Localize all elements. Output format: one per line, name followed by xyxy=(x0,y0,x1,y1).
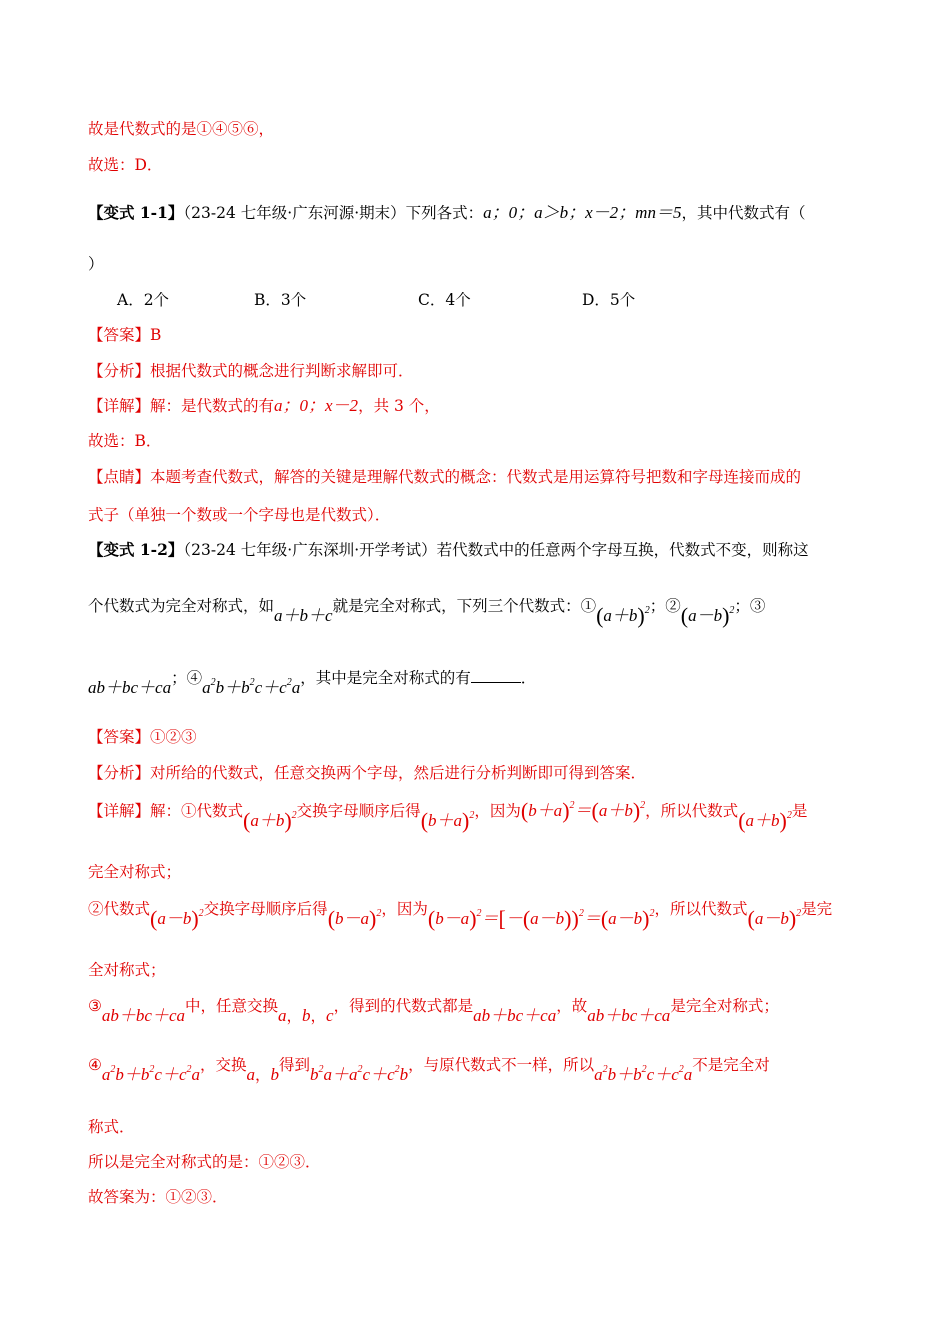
answer-blank[interactable] xyxy=(471,668,521,683)
detail-2-line-1 xyxy=(88,798,808,833)
detail-3-line-2: 全对称式； xyxy=(88,961,166,979)
d2-expr-1: $(a+b)^2$ xyxy=(243,808,297,833)
tip-1-line-1: 【点睛】本题考查代数式，解答的关键是理解代数式的概念：代数式是用运算符号把数和字母连接而成的 xyxy=(88,468,802,486)
d5-text-c: ，与原代数式不一样，所以 xyxy=(408,1056,595,1074)
d3-text-d: 是完 xyxy=(801,900,833,918)
variant-1-1-close: ） xyxy=(88,255,104,273)
v12-l2-text-c: ；② xyxy=(649,597,681,615)
d5-text-a: ，交换 xyxy=(200,1056,247,1074)
answer-1: 【答案】B xyxy=(88,326,162,344)
v12-l2-text-a: 个代数式为完全对称式，如 xyxy=(88,597,275,615)
v12-l3-text-a: ；④ xyxy=(171,669,203,687)
d4-var-a: a xyxy=(278,1006,287,1025)
detail-1-suffix: ，共 3 个， xyxy=(358,397,440,415)
d4-text-b: ，得到的代数式都是 xyxy=(333,997,474,1015)
analysis-2: 【分析】对所给的代数式，任意交换两个字母，然后进行分析判断即可得到答案． xyxy=(88,764,647,782)
d5-var-b: b xyxy=(270,1065,280,1084)
detail-1-prefix: 【详解】解：是代数式的有 xyxy=(88,397,275,415)
v12-expr-2: $(a-b)^2$ xyxy=(680,603,735,628)
d5-text-d: 不是完全对 xyxy=(692,1056,770,1074)
d4-prefix: ③ xyxy=(88,997,102,1015)
d3-expr-4: $(a-b)^2$ xyxy=(747,906,802,931)
analysis-1: 【分析】根据代数式的概念进行判断求解即可． xyxy=(88,362,414,380)
detail-5-line-1: $④a^2b+b^2c+c^2a$，交换a，b得到$b^2a+a^2c+c^2b$，与原代数式不一样，所以$a^2b+b^2c+c^2a$不是完全对 xyxy=(88,1056,770,1084)
variant-1-2-line-2 xyxy=(88,596,766,628)
d2-expr-4: $(a+b)^2$ xyxy=(738,808,792,833)
variant-1-1-question xyxy=(88,203,805,223)
v12-expr-1: $(a+b)^2$ xyxy=(596,603,650,628)
d3-expr-3: $(b-a)^2=[-(a-b))^2=(a-b)^2$ xyxy=(427,906,655,931)
option-a: A．2个 xyxy=(117,291,170,309)
d5-expr-3: $a^2b+b^2c+c^2a$ xyxy=(594,1064,693,1084)
option-d: D．5个 xyxy=(582,291,636,309)
variant-1-1-label: 【变式 1-1】 xyxy=(88,203,184,222)
d5-expr-1: $a^2b+b^2c+c^2a$ xyxy=(101,1064,200,1084)
summary-line: 所以是完全对称式的是：①②③． xyxy=(88,1153,321,1171)
detail-4-line: ③ab＋bc＋ca中，任意交换a，b，c，得到的代数式都是ab＋bc＋ca，故ab＋bc＋ca是完全对称式； xyxy=(88,997,779,1025)
d2-text-a: 交换字母顺序后得 xyxy=(296,802,421,820)
d4-var-c: c xyxy=(326,1006,334,1025)
d4-math-1: ab＋bc＋ca xyxy=(101,1006,185,1025)
d3-text-c: ，所以代数式 xyxy=(654,900,748,918)
v12-l3-math: ab＋bc＋ca xyxy=(88,678,172,697)
detail-1-math: a；0；x－2 xyxy=(274,396,359,415)
d4-math-2: ab＋bc＋ca xyxy=(473,1006,557,1025)
d4-var-b: b xyxy=(302,1006,311,1025)
variant-1-1-source: （23-24 七年级·广东河源·期末）下列各式： xyxy=(183,204,484,222)
d5-text-b: 得到 xyxy=(279,1056,311,1074)
option-b: B．3个 xyxy=(254,291,307,309)
variant-1-2-source: （23-24 七年级·广东深圳·开学考试）若代数式中的任意两个字母互换，代数式不变，则称这 xyxy=(183,541,809,559)
d5-var-a: a xyxy=(246,1065,256,1084)
d2-text-b: ，因为 xyxy=(474,802,521,820)
line-conclusion-2: 故选：D． xyxy=(88,156,163,174)
d2-expr-3: $(b+a)^2=(a+b)^2$ xyxy=(520,798,646,823)
d3-expr-2: $(b-a)^2$ xyxy=(327,906,382,931)
d3-text-b: ，因为 xyxy=(381,900,428,918)
d3-expr-1: $(a-b)^2$ xyxy=(150,906,204,931)
variant-1-1-tail: ，其中代数式有（ xyxy=(681,204,806,222)
d3-text-a: 交换字母顺序后得 xyxy=(203,900,328,918)
option-c: C．4个 xyxy=(418,291,471,309)
d5-expr-2: $b^2a+a^2c+c^2b$ xyxy=(310,1064,409,1084)
line-conclusion-1: 故是代数式的是①④⑤⑥， xyxy=(88,120,275,138)
v12-l3-text-b: ，其中是完全对称式的有 xyxy=(300,669,471,687)
d5-prefix: ④ xyxy=(88,1056,102,1074)
detail-3-line-1 xyxy=(88,899,833,931)
d4-text-c: ，故 xyxy=(556,997,588,1015)
tip-1-line-2: 式子（单独一个数或一个字母也是代数式）． xyxy=(88,506,391,524)
v12-l2-text-b: 就是完全对称式，下列三个代数式：① xyxy=(332,597,597,615)
v12-l2-math: a＋b＋c xyxy=(274,606,333,625)
v12-expr-4: $a^2b+b^2c+c^2a$ xyxy=(202,677,301,697)
d2-text-c: ，所以代数式 xyxy=(645,802,739,820)
d4-math-3: ab＋bc＋ca xyxy=(587,1006,671,1025)
d4-text-a: 中，任意交换 xyxy=(185,997,279,1015)
variant-1-2-label: 【变式 1-2】 xyxy=(88,540,184,559)
final-answer-line: 故答案为：①②③． xyxy=(88,1188,228,1206)
detail-5-line-2: 称式． xyxy=(88,1118,135,1136)
variant-1-1-items: a；0；a＞b；x－2；mn＝5 xyxy=(483,203,682,222)
d3-prefix: ②代数式 xyxy=(88,900,151,918)
d2-text-d: 是 xyxy=(791,802,808,820)
detail-1 xyxy=(88,396,440,416)
v12-l2-text-d: ；③ xyxy=(734,597,766,615)
v12-l3-text-c: ． xyxy=(520,669,537,687)
variant-1-2-question xyxy=(88,540,809,560)
answer-2: 【答案】①②③ xyxy=(88,728,197,746)
detail-2-line-2: 完全对称式； xyxy=(88,863,182,881)
select-1: 故选：B． xyxy=(88,432,162,450)
d2-expr-2: $(b+a)^2$ xyxy=(420,808,475,833)
d4-text-d: 是完全对称式； xyxy=(670,997,779,1015)
variant-1-2-line-3 xyxy=(88,668,537,697)
d2-prefix: 【详解】解：①代数式 xyxy=(88,802,244,820)
